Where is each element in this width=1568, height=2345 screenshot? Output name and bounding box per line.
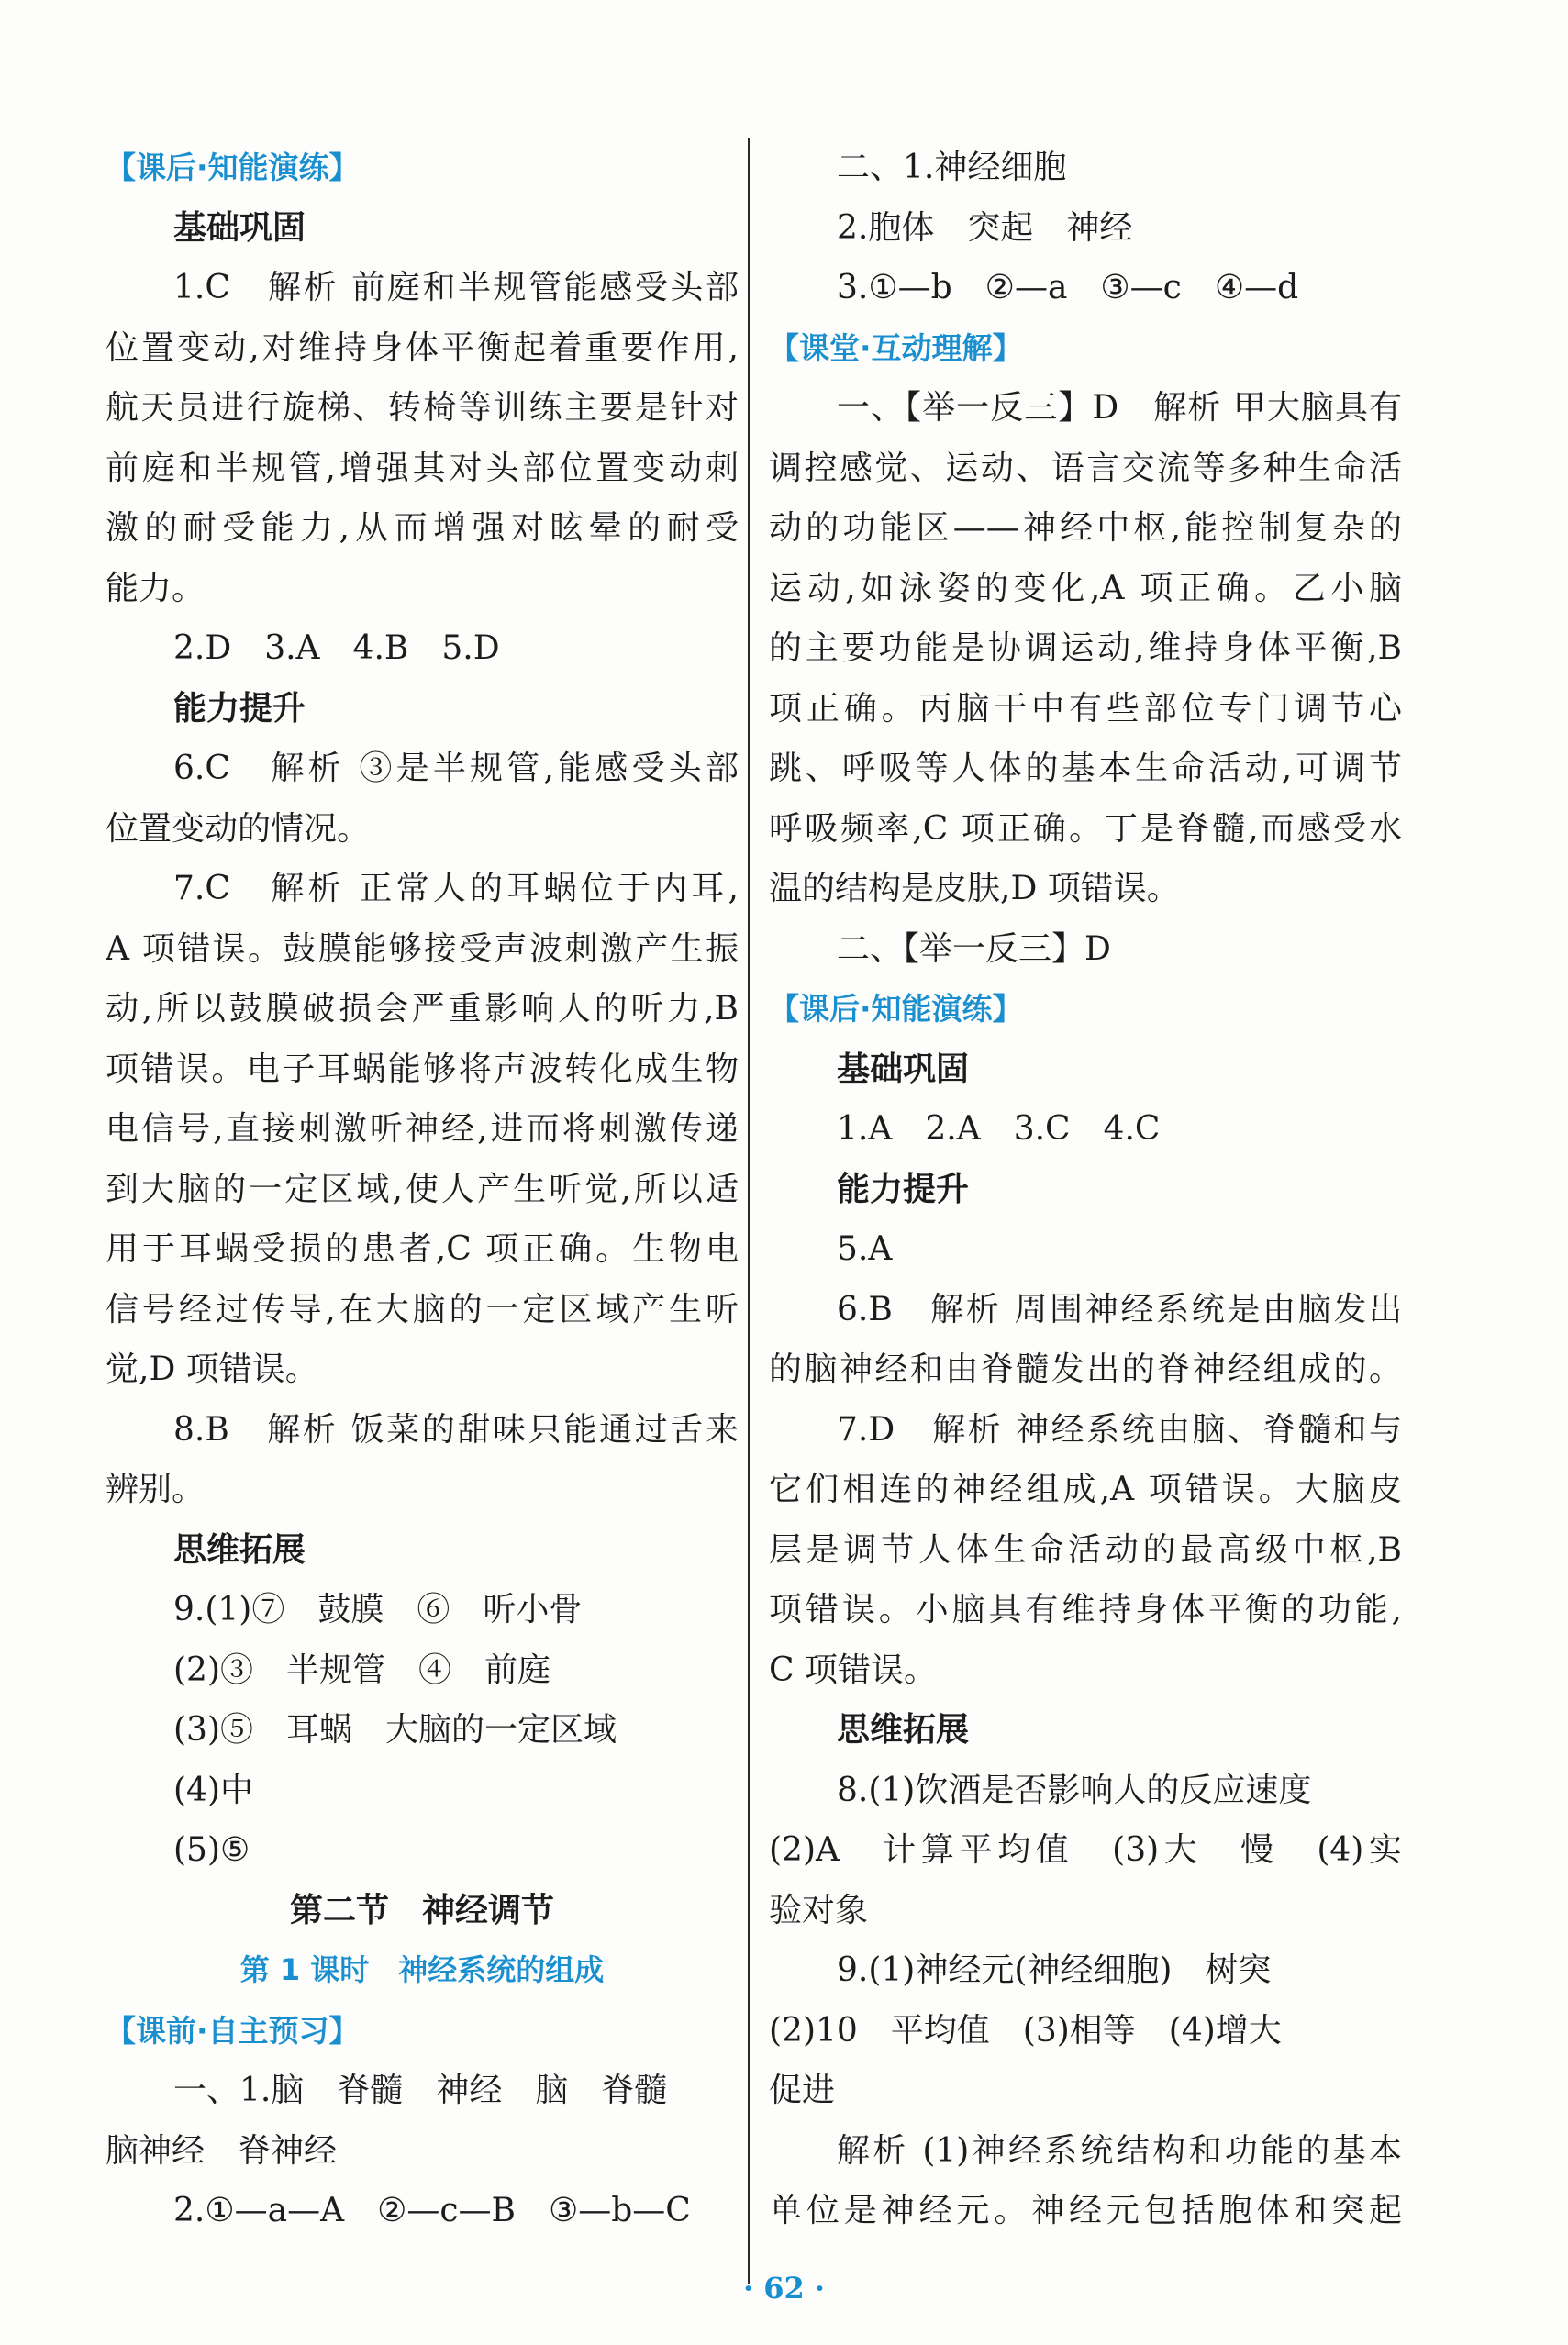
- text-line: 位置变动,对维持身体平衡起着重要作用,: [106, 328, 739, 367]
- text-line: 二、1.神经细胞: [837, 149, 1067, 186]
- text-line: 8.(1)饮酒是否影响人的反应速度: [837, 1771, 1312, 1809]
- text-line: 解析 (1)神经系统结构和功能的基本: [837, 2131, 1402, 2170]
- text-line: 一、【举一反三】D 解析 甲大脑具有: [837, 389, 1402, 427]
- text-line: 辨别。: [106, 1471, 206, 1508]
- text-line: 7.C 解析 正常人的耳蜗位于内耳,: [173, 870, 739, 907]
- text-line: 调控感觉、运动、语言交流等多种生命活: [769, 449, 1402, 487]
- text-line: 航天员进行旋梯、转椅等训练主要是针对: [106, 389, 739, 427]
- right-column: [769, 138, 1402, 2241]
- text-line: 2.①—a—A ②—c—B ③—b—C: [173, 2192, 691, 2229]
- text-line: 验对象: [769, 1891, 869, 1929]
- page-number: · 62 ·: [742, 2271, 826, 2306]
- text-line: A 项错误。鼓膜能够接受声波刺激产生振: [106, 929, 739, 968]
- text-line: 9.(1)神经元(神经细胞) 树突: [837, 1951, 1272, 1989]
- text-line: 动的功能区——神经中枢,能控制复杂的: [769, 509, 1402, 547]
- text-line: 信号经过传导,在大脑的一定区域产生听: [106, 1290, 739, 1328]
- text-line: 呼吸频率,C 项正确。丁是脊髓,而感受水: [769, 809, 1402, 848]
- text-line: 9.(1)⑦ 鼓膜 ⑥ 听小骨: [173, 1591, 583, 1628]
- section-heading: 第二节 神经调节: [289, 1891, 554, 1929]
- text-line: 跳、呼吸等人体的基本生命活动,可调节: [769, 750, 1402, 787]
- text-line: 前庭和半规管,增强其对头部位置变动刺: [106, 449, 739, 487]
- lesson-title: 第 1 课时 神经系统的组成: [239, 1952, 605, 1987]
- section-label: 【课后·知能演练】: [106, 150, 360, 185]
- text-line: 的脑神经和由脊髓发出的脊神经组成的。: [769, 1350, 1402, 1388]
- text-line: 能力。: [106, 569, 206, 607]
- text-line: 位置变动的情况。: [106, 809, 371, 848]
- text-line: 项正确。丙脑干中有些部位专门调节心: [769, 689, 1402, 728]
- text-line: C 项错误。: [769, 1650, 937, 1689]
- left-column: [106, 138, 739, 2241]
- text-line: 3.①—b ②—a ③—c ④—d: [837, 269, 1299, 306]
- text-line: 6.B 解析 周围神经系统是由脑发出: [837, 1290, 1402, 1328]
- text-line: 1.A 2.A 3.C 4.C: [837, 1110, 1161, 1148]
- text-line: 2.胞体 突起 神经: [837, 208, 1133, 247]
- text-line: 脑神经 脊神经: [106, 2131, 338, 2170]
- text-line: 它们相连的神经组成,A 项错误。大脑皮: [769, 1471, 1402, 1508]
- text-line: (2)10 平均值 (3)相等 (4)增大: [769, 2011, 1282, 2050]
- subsection-label: 能力提升: [837, 1170, 970, 1208]
- text-line: 层是调节人体生命活动的最高级中枢,B: [769, 1530, 1402, 1569]
- text-line: 6.C 解析 ③是半规管,能感受头部: [173, 750, 739, 787]
- text-line: (2)③ 半规管 ④ 前庭: [173, 1650, 550, 1689]
- text-line: 运动,如泳姿的变化,A 项正确。乙小脑: [769, 569, 1402, 607]
- text-line: 项错误。小脑具有维持身体平衡的功能,: [769, 1591, 1402, 1628]
- text-line: 觉,D 项错误。: [106, 1350, 318, 1388]
- subsection-label: 思维拓展: [173, 1530, 306, 1569]
- text-line: 的主要功能是协调运动,维持身体平衡,B: [769, 629, 1402, 667]
- text-line: 促进: [769, 2072, 836, 2109]
- section-label: 【课后·知能演练】: [769, 991, 1023, 1027]
- text-line: 一、1.脑 脊髓 神经 脑 脊髓: [173, 2072, 668, 2109]
- text-line: 单位是神经元。神经元包括胞体和突起: [769, 2192, 1402, 2229]
- text-line: 温的结构是皮肤,D 项错误。: [769, 870, 1180, 907]
- subsection-label: 思维拓展: [837, 1711, 970, 1749]
- text-line: (5)⑤: [173, 1831, 250, 1869]
- subsection-label: 能力提升: [173, 689, 306, 728]
- text-line: 5.A: [837, 1230, 893, 1268]
- text-line: 8.B 解析 饭菜的甜味只能通过舌来: [173, 1410, 739, 1449]
- section-label: 【课堂·互动理解】: [769, 329, 1023, 366]
- text-line: 项错误。电子耳蜗能够将声波转化成生物: [106, 1050, 739, 1088]
- column-divider: [748, 138, 750, 2284]
- text-line: 电信号,直接刺激听神经,进而将刺激传递: [106, 1110, 739, 1148]
- text-line: 到大脑的一定区域,使人产生听觉,所以适: [106, 1170, 739, 1208]
- text-line: 1.C 解析 前庭和半规管能感受头部: [173, 269, 739, 306]
- text-line: 7.D 解析 神经系统由脑、脊髓和与: [837, 1410, 1402, 1449]
- subsection-label: 基础巩固: [173, 208, 306, 247]
- text-line: 动,所以鼓膜破损会严重影响人的听力,B: [106, 990, 739, 1028]
- text-line: (2)A 计算平均值 (3)大 慢 (4)实: [769, 1831, 1402, 1869]
- text-line: 二、【举一反三】D: [837, 929, 1111, 968]
- text-line: (4)中: [173, 1771, 253, 1809]
- text-line: 2.D 3.A 4.B 5.D: [173, 629, 500, 667]
- text-line: 激的耐受能力,从而增强对眩晕的耐受: [106, 509, 739, 547]
- text-line: (3)⑤ 耳蜗 大脑的一定区域: [173, 1711, 617, 1749]
- text-line: 用于耳蜗受损的患者,C 项正确。生物电: [106, 1230, 739, 1268]
- section-label: 【课前·自主预习】: [106, 2012, 360, 2049]
- subsection-label: 基础巩固: [837, 1050, 970, 1088]
